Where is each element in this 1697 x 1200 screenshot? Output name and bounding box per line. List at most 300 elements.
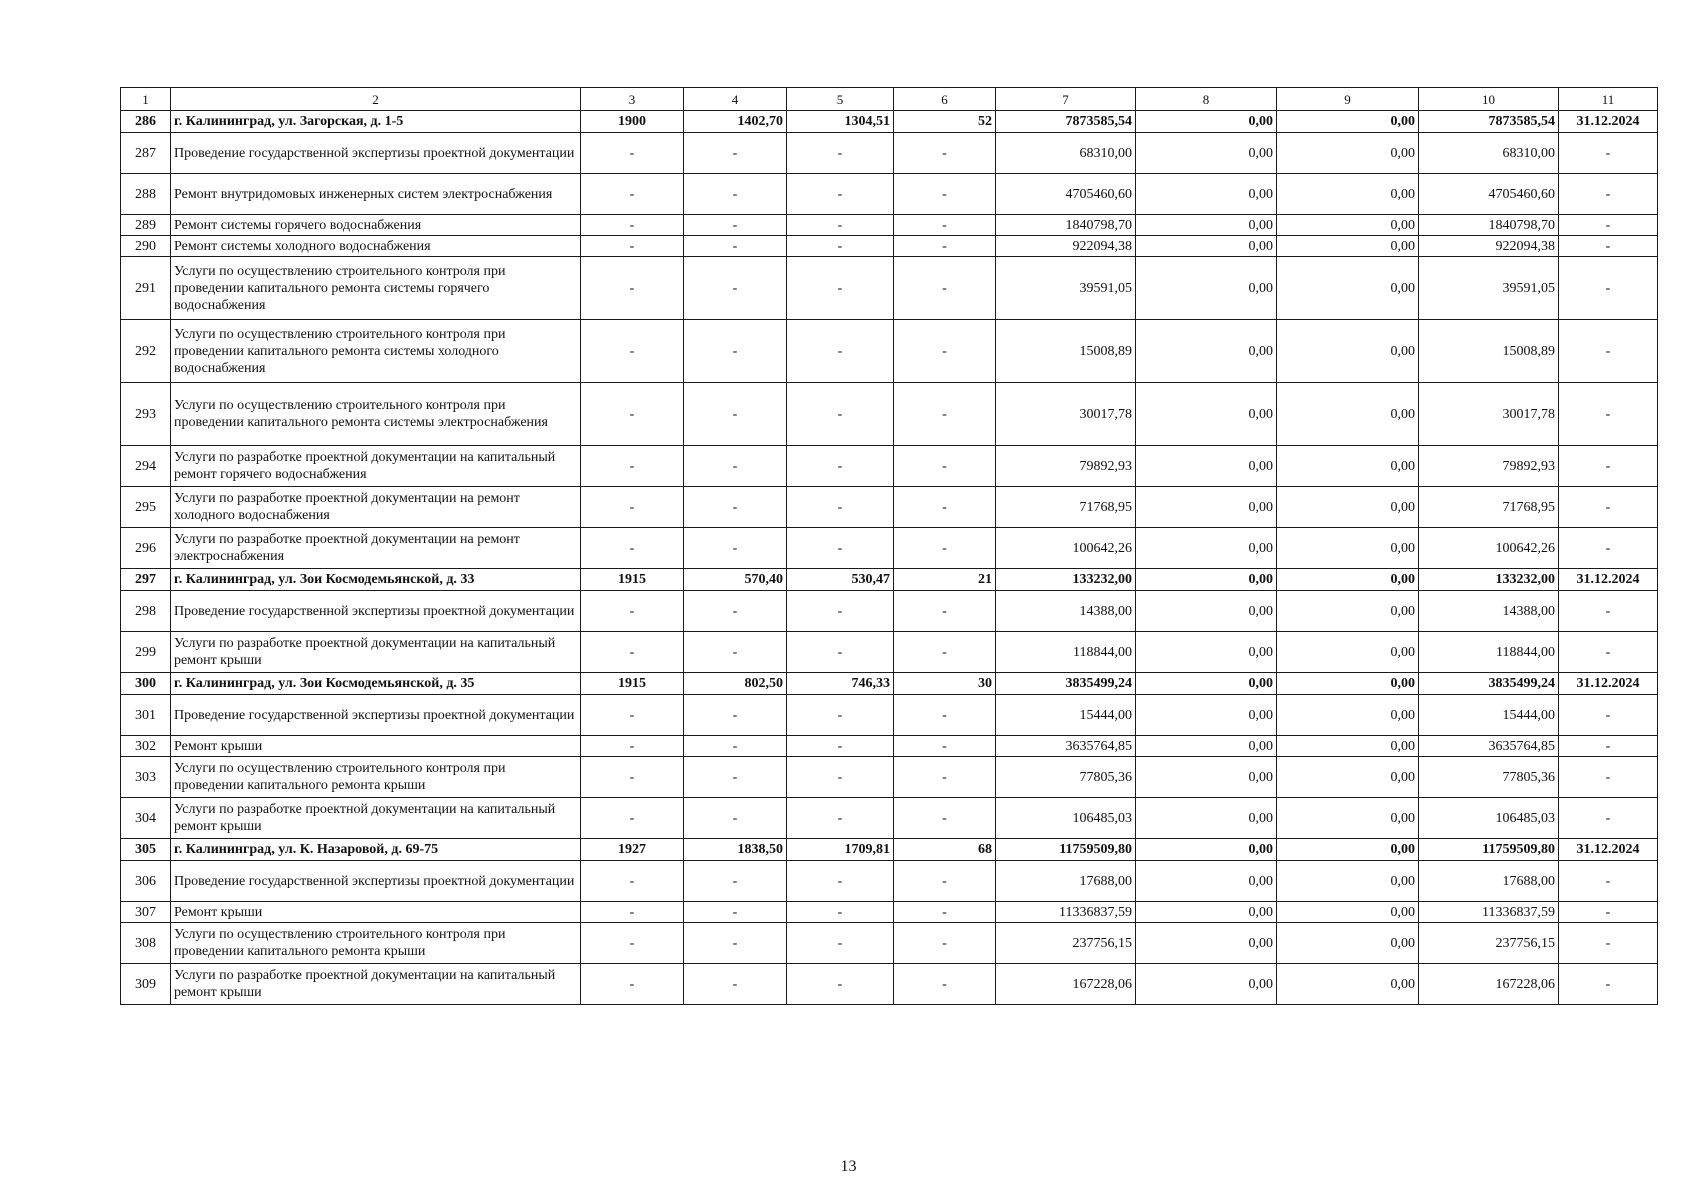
col10-cell: 68310,00 [1419,133,1559,174]
col8-cell: 0,00 [1136,964,1277,1005]
work-name-cell: Ремонт крыши [171,736,581,757]
year-cell: - [581,695,684,736]
total-cost-cell: 68310,00 [996,133,1136,174]
row-number-cell: 286 [121,111,171,133]
work-item-row [121,383,1658,446]
column-header: 2 [171,88,581,111]
col8-cell: 0,00 [1136,174,1277,215]
col9-cell: 0,00 [1277,133,1419,174]
year-cell: - [581,174,684,215]
row-number-cell: 304 [121,798,171,839]
col4-cell: 802,50 [684,673,787,695]
work-name-cell: Ремонт внутридомовых инженерных систем электроснабжения [171,174,581,215]
year-cell: - [581,133,684,174]
row-number-cell: 294 [121,446,171,487]
work-name-cell: Ремонт системы горячего водоснабжения [171,215,581,236]
col4-cell: 570,40 [684,569,787,591]
deadline-cell: - [1559,632,1658,673]
col9-cell: 0,00 [1277,528,1419,569]
work-name-cell: Услуги по осуществлению строительного контроля при проведении капитального ремонта крыши [171,923,581,964]
col10-cell: 118844,00 [1419,632,1559,673]
col8-cell: 0,00 [1136,446,1277,487]
col9-cell: 0,00 [1277,736,1419,757]
col9-cell: 0,00 [1277,320,1419,383]
col4-cell: - [684,528,787,569]
column-header: 3 [581,88,684,111]
col8-cell: 0,00 [1136,569,1277,591]
total-cost-cell: 7873585,54 [996,111,1136,133]
col6-cell: - [894,923,996,964]
year-cell: - [581,736,684,757]
row-number-cell: 301 [121,695,171,736]
col9-cell: 0,00 [1277,695,1419,736]
col9-cell: 0,00 [1277,839,1419,861]
work-item-row [121,923,1658,964]
work-name-cell: Услуги по осуществлению строительного контроля при проведении капитального ремонта системы горячего водоснабжения [171,257,581,320]
total-cost-cell: 15444,00 [996,695,1136,736]
col8-cell: 0,00 [1136,632,1277,673]
deadline-cell: - [1559,695,1658,736]
column-header: 5 [787,88,894,111]
year-cell: 1900 [581,111,684,133]
row-number-cell: 305 [121,839,171,861]
deadline-cell: - [1559,320,1658,383]
col6-cell: - [894,446,996,487]
row-number-cell: 289 [121,215,171,236]
repair-schedule-table [120,87,1658,1005]
deadline-cell: - [1559,757,1658,798]
col8-cell: 0,00 [1136,487,1277,528]
col6-cell: - [894,798,996,839]
col8-cell: 0,00 [1136,757,1277,798]
total-cost-cell: 133232,00 [996,569,1136,591]
work-name-cell: г. Калининград, ул. К. Назаровой, д. 69-75 [171,839,581,861]
col4-cell: - [684,861,787,902]
work-item-row [121,591,1658,632]
col10-cell: 39591,05 [1419,257,1559,320]
col8-cell: 0,00 [1136,257,1277,320]
deadline-cell: 31.12.2024 [1559,111,1658,133]
work-item-row [121,861,1658,902]
row-number-cell: 291 [121,257,171,320]
col5-cell: - [787,236,894,257]
col8-cell: 0,00 [1136,528,1277,569]
work-item-row [121,320,1658,383]
col5-cell: - [787,757,894,798]
col4-cell: - [684,695,787,736]
col10-cell: 79892,93 [1419,446,1559,487]
work-item-row [121,487,1658,528]
row-number-cell: 290 [121,236,171,257]
table-body [121,88,1658,1005]
row-number-cell: 300 [121,673,171,695]
work-name-cell: Услуги по осуществлению строительного контроля при проведении капитального ремонта системы холодного водоснабжения [171,320,581,383]
col5-cell: - [787,215,894,236]
column-header: 4 [684,88,787,111]
work-item-row [121,695,1658,736]
year-cell: - [581,798,684,839]
total-cost-cell: 77805,36 [996,757,1136,798]
col4-cell: - [684,736,787,757]
deadline-cell: - [1559,236,1658,257]
col6-cell: 30 [894,673,996,695]
row-number-cell: 299 [121,632,171,673]
column-header: 8 [1136,88,1277,111]
col5-cell: - [787,591,894,632]
col9-cell: 0,00 [1277,383,1419,446]
work-name-cell: Проведение государственной экспертизы проектной документации [171,695,581,736]
col9-cell: 0,00 [1277,923,1419,964]
deadline-cell: 31.12.2024 [1559,673,1658,695]
work-name-cell: Услуги по разработке проектной документации на ремонт электроснабжения [171,528,581,569]
col9-cell: 0,00 [1277,798,1419,839]
col8-cell: 0,00 [1136,215,1277,236]
column-header: 1 [121,88,171,111]
total-cost-cell: 922094,38 [996,236,1136,257]
total-cost-cell: 167228,06 [996,964,1136,1005]
deadline-cell: - [1559,736,1658,757]
total-cost-cell: 17688,00 [996,861,1136,902]
col5-cell: - [787,736,894,757]
work-name-cell: Ремонт системы холодного водоснабжения [171,236,581,257]
col4-cell: - [684,174,787,215]
deadline-cell: - [1559,861,1658,902]
year-cell: - [581,383,684,446]
row-number-cell: 306 [121,861,171,902]
col9-cell: 0,00 [1277,215,1419,236]
col10-cell: 3635764,85 [1419,736,1559,757]
work-item-row [121,446,1658,487]
col5-cell: 746,33 [787,673,894,695]
col9-cell: 0,00 [1277,236,1419,257]
address-row [121,569,1658,591]
total-cost-cell: 3835499,24 [996,673,1136,695]
col8-cell: 0,00 [1136,133,1277,174]
col6-cell: 68 [894,839,996,861]
deadline-cell: - [1559,528,1658,569]
col5-cell: - [787,383,894,446]
col4-cell: 1402,70 [684,111,787,133]
col8-cell: 0,00 [1136,591,1277,632]
total-cost-cell: 14388,00 [996,591,1136,632]
work-item-row [121,902,1658,923]
work-name-cell: Услуги по осуществлению строительного контроля при проведении капитального ремонта системы электроснабжения [171,383,581,446]
year-cell: - [581,257,684,320]
work-item-row [121,798,1658,839]
year-cell: - [581,861,684,902]
row-number-cell: 288 [121,174,171,215]
address-row [121,111,1658,133]
work-name-cell: г. Калининград, ул. Загорская, д. 1-5 [171,111,581,133]
column-header: 10 [1419,88,1559,111]
page-number: 13 [840,1158,857,1175]
col10-cell: 14388,00 [1419,591,1559,632]
col10-cell: 3835499,24 [1419,673,1559,695]
column-header: 11 [1559,88,1658,111]
work-name-cell: Проведение государственной экспертизы проектной документации [171,861,581,902]
total-cost-cell: 30017,78 [996,383,1136,446]
column-number-header-row [121,88,1658,111]
col6-cell: - [894,236,996,257]
col10-cell: 15008,89 [1419,320,1559,383]
col10-cell: 237756,15 [1419,923,1559,964]
column-header: 7 [996,88,1136,111]
col4-cell: - [684,383,787,446]
col9-cell: 0,00 [1277,111,1419,133]
deadline-cell: - [1559,798,1658,839]
col4-cell: - [684,632,787,673]
col10-cell: 17688,00 [1419,861,1559,902]
col9-cell: 0,00 [1277,257,1419,320]
column-header: 9 [1277,88,1419,111]
deadline-cell: - [1559,964,1658,1005]
deadline-cell: - [1559,215,1658,236]
total-cost-cell: 237756,15 [996,923,1136,964]
total-cost-cell: 118844,00 [996,632,1136,673]
work-item-row [121,174,1658,215]
total-cost-cell: 11336837,59 [996,902,1136,923]
row-number-cell: 309 [121,964,171,1005]
col5-cell: - [787,528,894,569]
col6-cell: - [894,964,996,1005]
year-cell: - [581,591,684,632]
col5-cell: 1709,81 [787,839,894,861]
col6-cell: - [894,695,996,736]
col6-cell: 21 [894,569,996,591]
work-item-row [121,632,1658,673]
year-cell: - [581,923,684,964]
col10-cell: 11759509,80 [1419,839,1559,861]
col8-cell: 0,00 [1136,923,1277,964]
work-name-cell: Услуги по разработке проектной документации на капитальный ремонт крыши [171,798,581,839]
deadline-cell: 31.12.2024 [1559,839,1658,861]
row-number-cell: 292 [121,320,171,383]
col4-cell: - [684,133,787,174]
total-cost-cell: 106485,03 [996,798,1136,839]
row-number-cell: 303 [121,757,171,798]
col4-cell: - [684,236,787,257]
year-cell: - [581,902,684,923]
col4-cell: - [684,964,787,1005]
col9-cell: 0,00 [1277,673,1419,695]
work-name-cell: г. Калининград, ул. Зои Космодемьянской, д. 33 [171,569,581,591]
col9-cell: 0,00 [1277,591,1419,632]
work-name-cell: Услуги по разработке проектной документации на капитальный ремонт крыши [171,964,581,1005]
total-cost-cell: 11759509,80 [996,839,1136,861]
year-cell: - [581,215,684,236]
col5-cell: - [787,446,894,487]
work-name-cell: Услуги по разработке проектной документации на капитальный ремонт крыши [171,632,581,673]
work-item-row [121,757,1658,798]
col9-cell: 0,00 [1277,757,1419,798]
work-item-row [121,257,1658,320]
year-cell: - [581,236,684,257]
total-cost-cell: 15008,89 [996,320,1136,383]
col10-cell: 15444,00 [1419,695,1559,736]
total-cost-cell: 100642,26 [996,528,1136,569]
year-cell: - [581,320,684,383]
col8-cell: 0,00 [1136,861,1277,902]
col10-cell: 71768,95 [1419,487,1559,528]
col10-cell: 1840798,70 [1419,215,1559,236]
year-cell: - [581,964,684,1005]
col5-cell: - [787,902,894,923]
col9-cell: 0,00 [1277,861,1419,902]
col10-cell: 77805,36 [1419,757,1559,798]
total-cost-cell: 1840798,70 [996,215,1136,236]
address-row [121,839,1658,861]
col4-cell: - [684,757,787,798]
col4-cell: - [684,923,787,964]
col4-cell: - [684,902,787,923]
col9-cell: 0,00 [1277,487,1419,528]
col8-cell: 0,00 [1136,673,1277,695]
col5-cell: - [787,257,894,320]
work-name-cell: Услуги по разработке проектной документации на капитальный ремонт горячего водоснабжения [171,446,581,487]
year-cell: 1915 [581,569,684,591]
year-cell: 1915 [581,673,684,695]
row-number-cell: 298 [121,591,171,632]
col6-cell: - [894,320,996,383]
col4-cell: - [684,446,787,487]
col8-cell: 0,00 [1136,798,1277,839]
col8-cell: 0,00 [1136,902,1277,923]
col6-cell: - [894,736,996,757]
col6-cell: - [894,528,996,569]
work-item-row [121,528,1658,569]
col10-cell: 133232,00 [1419,569,1559,591]
total-cost-cell: 39591,05 [996,257,1136,320]
col9-cell: 0,00 [1277,446,1419,487]
col8-cell: 0,00 [1136,320,1277,383]
col6-cell: - [894,133,996,174]
col10-cell: 100642,26 [1419,528,1559,569]
col10-cell: 4705460,60 [1419,174,1559,215]
col4-cell: - [684,591,787,632]
col8-cell: 0,00 [1136,736,1277,757]
col6-cell: - [894,757,996,798]
col5-cell: 1304,51 [787,111,894,133]
work-item-row [121,236,1658,257]
col5-cell: - [787,320,894,383]
col9-cell: 0,00 [1277,902,1419,923]
col8-cell: 0,00 [1136,111,1277,133]
col4-cell: - [684,798,787,839]
col9-cell: 0,00 [1277,174,1419,215]
col10-cell: 922094,38 [1419,236,1559,257]
year-cell: - [581,528,684,569]
deadline-cell: - [1559,487,1658,528]
col6-cell: - [894,383,996,446]
col10-cell: 30017,78 [1419,383,1559,446]
col8-cell: 0,00 [1136,839,1277,861]
col5-cell: - [787,964,894,1005]
col8-cell: 0,00 [1136,383,1277,446]
col6-cell: - [894,861,996,902]
deadline-cell: - [1559,257,1658,320]
col5-cell: - [787,174,894,215]
col8-cell: 0,00 [1136,695,1277,736]
total-cost-cell: 3635764,85 [996,736,1136,757]
col9-cell: 0,00 [1277,632,1419,673]
row-number-cell: 293 [121,383,171,446]
address-row [121,673,1658,695]
col5-cell: - [787,695,894,736]
col5-cell: - [787,798,894,839]
row-number-cell: 307 [121,902,171,923]
col6-cell: - [894,902,996,923]
work-name-cell: Проведение государственной экспертизы проектной документации [171,133,581,174]
col4-cell: - [684,257,787,320]
deadline-cell: - [1559,923,1658,964]
deadline-cell: - [1559,902,1658,923]
col5-cell: - [787,861,894,902]
col6-cell: - [894,591,996,632]
row-number-cell: 302 [121,736,171,757]
col6-cell: - [894,174,996,215]
col4-cell: 1838,50 [684,839,787,861]
year-cell: - [581,757,684,798]
col4-cell: - [684,487,787,528]
year-cell: - [581,446,684,487]
col4-cell: - [684,320,787,383]
col10-cell: 167228,06 [1419,964,1559,1005]
work-item-row [121,964,1658,1005]
col5-cell: 530,47 [787,569,894,591]
col9-cell: 0,00 [1277,569,1419,591]
col6-cell: - [894,487,996,528]
deadline-cell: - [1559,591,1658,632]
work-name-cell: г. Калининград, ул. Зои Космодемьянской, д. 35 [171,673,581,695]
col9-cell: 0,00 [1277,964,1419,1005]
work-name-cell: Услуги по осуществлению строительного контроля при проведении капитального ремонта крыши [171,757,581,798]
total-cost-cell: 4705460,60 [996,174,1136,215]
row-number-cell: 308 [121,923,171,964]
work-item-row [121,133,1658,174]
col10-cell: 7873585,54 [1419,111,1559,133]
col5-cell: - [787,133,894,174]
col6-cell: 52 [894,111,996,133]
col5-cell: - [787,632,894,673]
work-item-row [121,215,1658,236]
work-name-cell: Услуги по разработке проектной документации на ремонт холодного водоснабжения [171,487,581,528]
year-cell: 1927 [581,839,684,861]
column-header: 6 [894,88,996,111]
row-number-cell: 295 [121,487,171,528]
total-cost-cell: 79892,93 [996,446,1136,487]
col5-cell: - [787,923,894,964]
work-name-cell: Проведение государственной экспертизы проектной документации [171,591,581,632]
deadline-cell: - [1559,174,1658,215]
col6-cell: - [894,632,996,673]
col5-cell: - [787,487,894,528]
deadline-cell: - [1559,446,1658,487]
work-name-cell: Ремонт крыши [171,902,581,923]
col4-cell: - [684,215,787,236]
year-cell: - [581,487,684,528]
row-number-cell: 287 [121,133,171,174]
year-cell: - [581,632,684,673]
deadline-cell: - [1559,133,1658,174]
work-item-row [121,736,1658,757]
col6-cell: - [894,257,996,320]
col6-cell: - [894,215,996,236]
col8-cell: 0,00 [1136,236,1277,257]
deadline-cell: 31.12.2024 [1559,569,1658,591]
col10-cell: 106485,03 [1419,798,1559,839]
row-number-cell: 296 [121,528,171,569]
deadline-cell: - [1559,383,1658,446]
